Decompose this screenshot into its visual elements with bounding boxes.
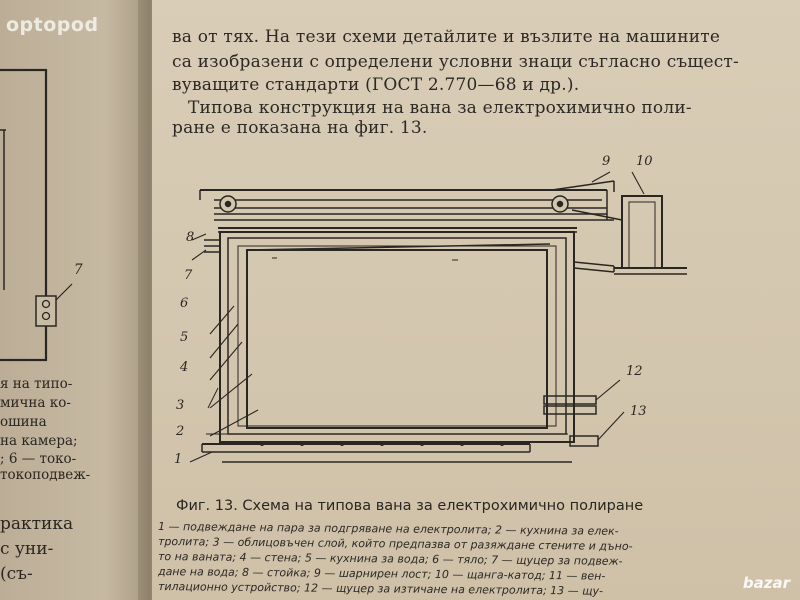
left-text-line: токоподвеж- xyxy=(0,467,91,483)
body-text-line: ране е показана на фиг. 13. xyxy=(172,118,428,138)
legend-line: дане на вода; 8 — стойка; 9 — шарнирен лост; 10 — щанга-катод; 11 — вен- xyxy=(157,565,606,583)
legend-line: тролита; 3 — облицовъчен слой, който предпазва от разяждане стените и дъно- xyxy=(157,535,633,553)
watermark-text: optopod xyxy=(6,14,99,36)
callout-label: 3 xyxy=(176,398,185,413)
legend-line: тилационно устройство; 12 — щуцер за изтичане на електролита; 13 — щу- xyxy=(157,580,604,598)
callout-label: 5 xyxy=(180,330,189,345)
left-page xyxy=(0,0,150,600)
site-logo: bazar xyxy=(742,574,790,592)
callout-label: 12 xyxy=(626,364,643,379)
left-text-line: рактика xyxy=(0,514,74,534)
body-text-line: Типова конструкция на вана за електрохимично поли- xyxy=(188,98,692,118)
callout-label: 8 xyxy=(186,230,195,245)
body-text-line: са изобразени с определени условни знаци съгласно същест- xyxy=(172,52,739,72)
left-text-line: на камера; xyxy=(0,433,78,449)
legend-line: то на ваната; 4 — стена; 5 — кухнина за вода; 6 — тяло; 7 — щуцер за подвеж- xyxy=(157,550,623,568)
callout-label: 7 xyxy=(184,268,193,283)
callout-label: 9 xyxy=(602,154,611,169)
left-text-line: мична ко- xyxy=(0,395,71,411)
callout-label: 13 xyxy=(630,404,647,419)
body-text-line: вуващите стандарти (ГОСТ 2.770—68 и др.). xyxy=(172,75,580,95)
left-figure-fragment xyxy=(0,60,128,380)
right-page xyxy=(152,0,800,600)
left-text-line: ошина xyxy=(0,414,47,430)
left-text-line: (съ- xyxy=(0,564,33,584)
callout-label: 10 xyxy=(636,154,653,169)
left-figure-label: 7 xyxy=(74,262,83,278)
legend-line: 1 — подвеждане на пара за подгряване на електролита; 2 — кухнина за елек- xyxy=(157,520,619,538)
callout-label: 1 xyxy=(174,452,183,467)
left-text-line: с уни- xyxy=(0,539,54,559)
callout-label: 2 xyxy=(176,424,185,439)
body-text-line: ва от тях. На тези схеми детайлите и възлите на машините xyxy=(172,27,721,47)
callout-label: 4 xyxy=(180,360,189,375)
bath-schematic xyxy=(152,148,800,478)
figure-caption: Фиг. 13. Схема на типова вана за електрохимично полиране xyxy=(176,498,644,514)
callout-label: 6 xyxy=(180,296,189,311)
left-text-line: я на типо- xyxy=(0,376,73,392)
left-text-line: ; 6 — токо- xyxy=(0,451,77,467)
